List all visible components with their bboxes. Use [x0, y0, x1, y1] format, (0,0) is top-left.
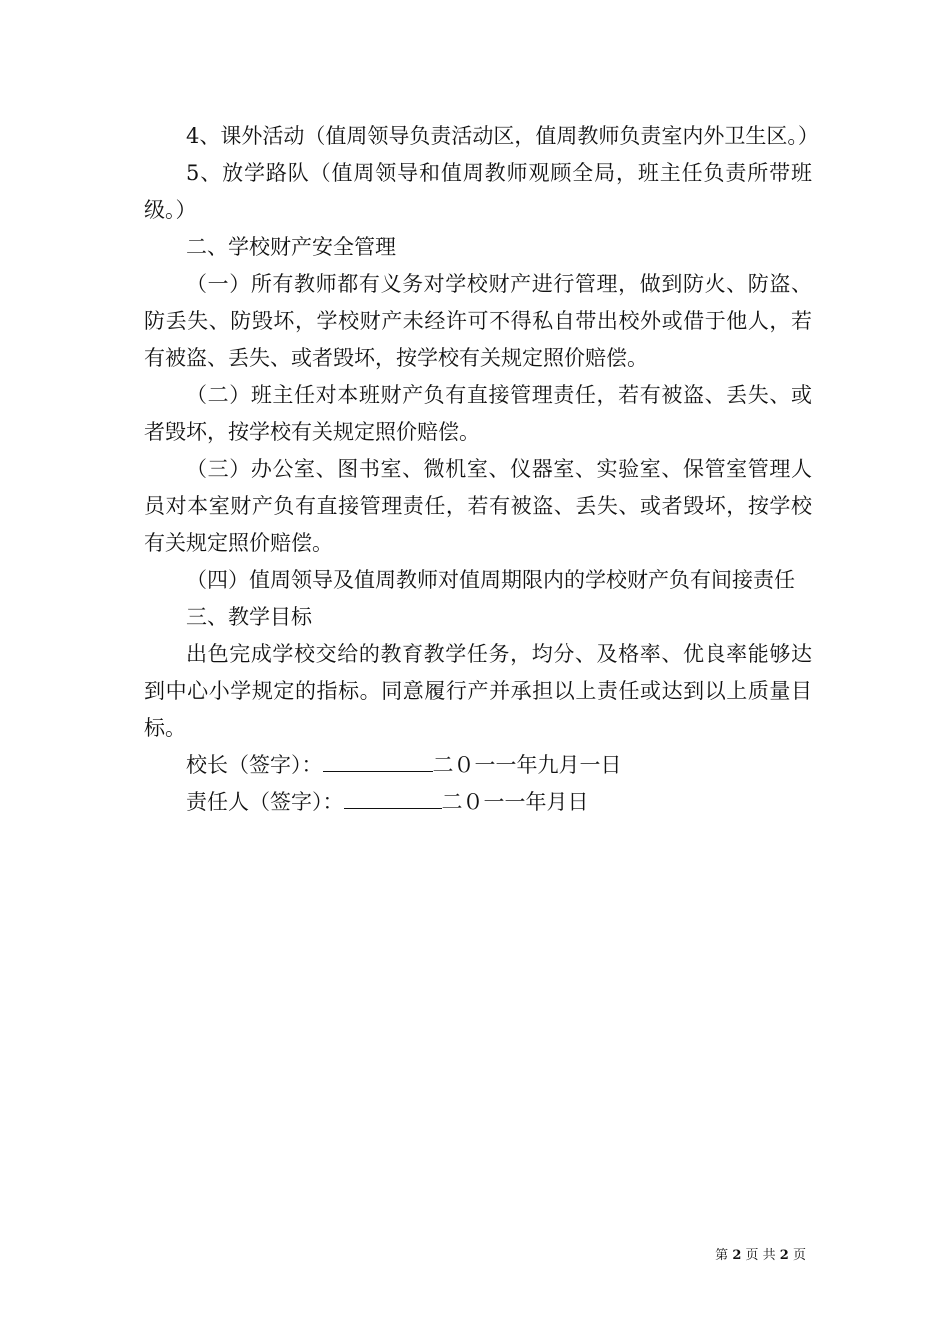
signature-person-label: 责任人（签字）：: [186, 790, 344, 814]
paragraph-teaching-goals: 出色完成学校交给的教育教学任务，均分、及格率、优良率能够达到中心小学规定的指标。同意履行产并承担以上责任或达到以上质量目标。: [144, 642, 812, 740]
signature-person-date: 二０一一年月日: [441, 790, 589, 814]
signature-principal-label: 校长（签字）：: [186, 753, 323, 777]
signature-principal-date: 二０一一年九月一日: [432, 753, 622, 777]
heading-teaching-goals: 三、教学目标: [186, 605, 312, 629]
paragraph-property-3: （三）办公室、图书室、微机室、仪器室、实验室、保管室管理人员对本室财产负有直接管理责任，若有被盗、丢失、或者毁坏，按学校有关规定照价赔偿。: [144, 457, 812, 555]
signature-principal-blank[interactable]: [323, 751, 433, 772]
heading-property-safety: 二、学校财产安全管理: [186, 235, 396, 259]
paragraph-property-1: （一）所有教师都有义务对学校财产进行管理，做到防火、防盗、防丢失、防毁坏，学校财产未经许可不得私自带出校外或借于他人，若有被盗、丢失、或者毁坏，按学校有关规定照价赔偿。: [144, 272, 812, 370]
page-footer: [715, 1248, 806, 1264]
footer-middle: 页 共: [745, 1248, 776, 1263]
footer-suffix: 页: [792, 1248, 806, 1263]
paragraph-dismissal: 5、放学路队（值周领导和值周教师观顾全局，班主任负责所带班级。）: [144, 161, 812, 222]
footer-prefix: 第: [715, 1248, 729, 1263]
signature-principal: [144, 747, 812, 784]
footer-total-pages: 2: [779, 1248, 789, 1263]
signature-person-blank[interactable]: [344, 788, 442, 809]
footer-current-page: 2: [732, 1248, 742, 1263]
document-body: [144, 118, 819, 821]
paragraph-extracurricular: 4、课外活动（值周领导负责活动区，值周教师负责室内外卫生区。）: [186, 124, 819, 148]
paragraph-property-2: （二）班主任对本班财产负有直接管理责任，若有被盗、丢失、或者毁坏，按学校有关规定照价赔偿。: [144, 383, 812, 444]
paragraph-property-4: （四）值周领导及值周教师对值周期限内的学校财产负有间接责任: [186, 568, 795, 592]
signature-responsible-person: [144, 784, 812, 821]
